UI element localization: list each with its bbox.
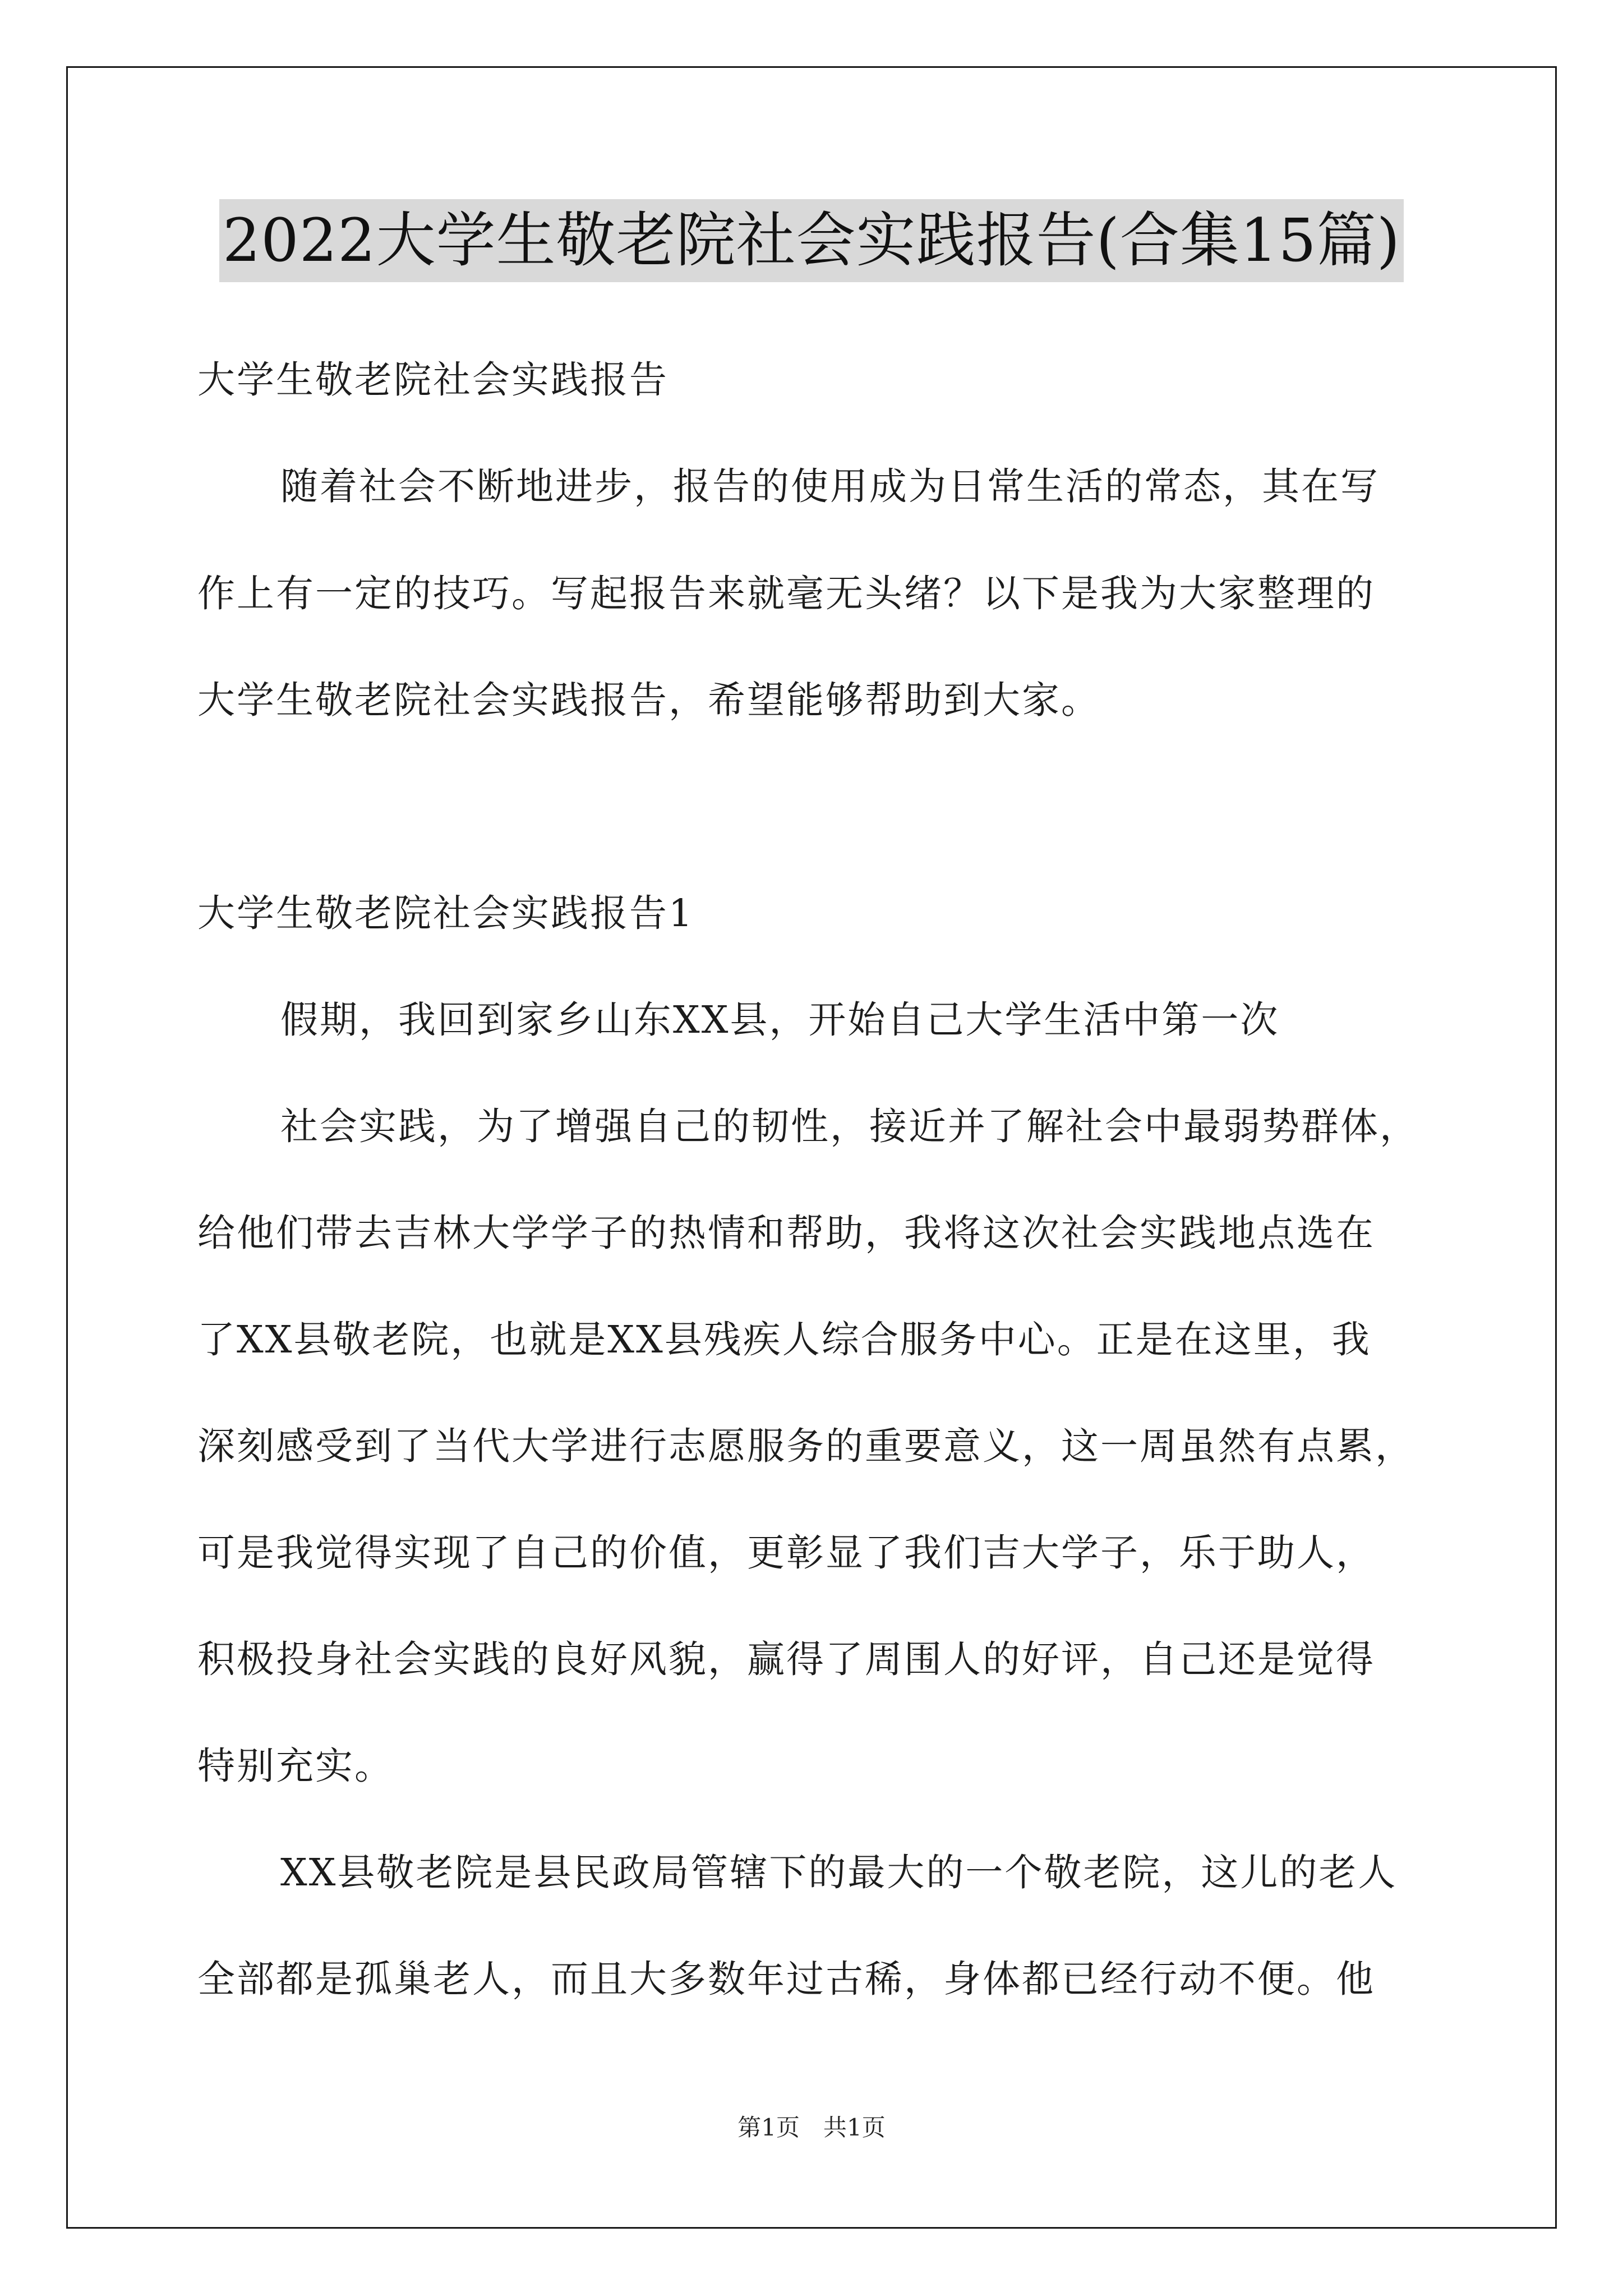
paragraph-line: 随着社会不断地进步，报告的使用成为日常生活的常态，其在写 <box>280 464 1380 508</box>
section-heading: 大学生敬老院社会实践报告1 <box>197 891 694 935</box>
paragraph-line: 积极投身社会实践的良好风貌，赢得了周围人的好评，自己还是觉得 <box>197 1637 1375 1681</box>
paragraph-line: 假期，我回到家乡山东XX县，开始自己大学生活中第一次 <box>280 998 1280 1042</box>
section-heading: 大学生敬老院社会实践报告 <box>197 358 668 402</box>
title-container <box>0 199 1623 282</box>
paragraph-line: XX县敬老院是县民政局管辖下的最大的一个敬老院，这儿的老人 <box>280 1851 1398 1894</box>
document-title: 2022大学生敬老院社会实践报告(合集15篇) <box>219 199 1404 282</box>
paragraph-line: 大学生敬老院社会实践报告，希望能够帮助到大家。 <box>197 678 1100 722</box>
paragraph-line: 社会实践，为了增强自己的韧性，接近并了解社会中最弱势群体， <box>280 1105 1419 1148</box>
paragraph-line: 深刻感受到了当代大学进行志愿服务的重要意义，这一周虽然有点累， <box>197 1424 1414 1468</box>
paragraph-line: 了XX县敬老院，也就是XX县残疾人综合服务中心。正是在这里，我 <box>197 1318 1371 1361</box>
paragraph-line: 作上有一定的技巧。写起报告来就毫无头绪？以下是我为大家整理的 <box>197 572 1375 615</box>
page-number-footer: 第1页 共1页 <box>737 2114 886 2141</box>
paragraph-line: 可是我觉得实现了自己的价值，更彰显了我们吉大学子，乐于助人， <box>197 1531 1375 1575</box>
paragraph-line: 全部都是孤巢老人，而且大多数年过古稀，身体都已经行动不便。他 <box>197 1957 1375 2001</box>
paragraph-line: 特别充实。 <box>197 1744 394 1788</box>
paragraph-line: 给他们带去吉林大学学子的热情和帮助，我将这次社会实践地点选在 <box>197 1211 1375 1255</box>
